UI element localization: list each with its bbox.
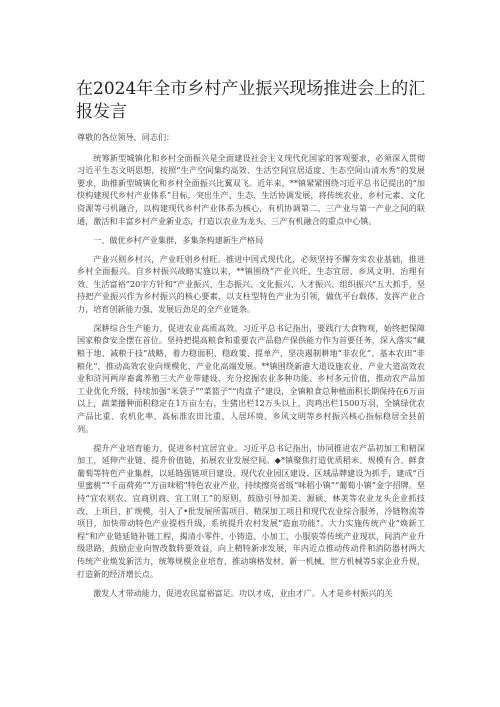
- paragraph-production: 深耕综合生产能力，促进农业高质高效。习近平总书记指出，要践行大食物观，始终把保障国家粮食安全摆在首位。坚持把提高粮食和重要农产品稳产保供能力作为首要任务，深入落实“藏粮于地、减粮于技”战略，着力稳面积、稳政策、提单产，坚决遏制耕地“非农化”、基本农田“非粮化”，推动高效农业向规模化、产业化高端发展。**镇围绕新港大道设施农业、产业大道高效农业和浒河两岸畜禽养殖三大产业带建设，充分挖掘农业多种功能、乡村多元价值，推动农产品加工业优化升级，持续加强“米袋子”“菜篮子”“肉盘子”建设，全镇粮食总种植面积长期保持在6万亩以上，蔬菜播种面积稳定在1万亩左右，生猪出栏12万头以上，肉鸡出栏1500万羽，全镇绿优农产品比重、农机化率、高标准农田比重、人居环境、乡风文明等乡村振兴核心指标稳居全县前列。: [77, 322, 425, 434]
- paragraph-cultivation: 提升产业培育能力，促进乡村宜居宜业。习近平总书记指出，协同推进农产品初加工和精深加工，延伸产业链、提升价值链，拓展农业发展空间。◆*镇聚焦打造优质稻米、规模有合、鲜食葡萄等特色产业集群，以延链强链项目建设、现代农业园区建设、区域品牌建设为抓手，建成“百里蜜桃”“千亩荷苑”“万亩味稻”特色农业产业，持续擦亮省级“味稻小镇”“葡萄小镇”金字招牌。坚持“宜农则农、宜商则商、宜工则工”的原则，鼓励引导加美、源硕、林美等农业龙头企业抓技改、上项目、扩规模，引入了•批发展所需项目、精深加工项目和现代农业综合服务，冷链物流等项目，加快带动特色产业提档升级，系统提升农村发展“造血功能”。大力实施传统产业“焕新工程”和产业链延链补链工程，揭清小零件、小铸造、小加工、小服装等传统产业现状，间消产业升级思路，鼓励企业向智改数转要效益，向上精特新求发展，年内近点推动传动件和消防器材两大传统产业焕发新活力，统筹规模企业培育，推动填格发材、新一机械、世方机械等5家企业升规，打造新的经济增长点。: [77, 442, 425, 579]
- paragraph-intro: 统筹新型城镇化和乡村全面振兴是全面建设社会主义现代化国家的客观要求，必须深入贯彻习近平生态文明思想，按照“生产空间集约高效、生活空间宜居适度、生态空间山清水秀”的发展要求，助推新型城镇化和乡村全面振兴比翼双飞。近年来，**镇紧紧围绕习近平总书记提出的“加快构建现代乡村产业体系”目标，突出生产、生态、生活协调发展，将传统农业、乡村元素、文化资源等弓机融合，以构建现代乡村产业体系为核心，有机协调第二、三产业与第一产业之间的联通，激活和丰富乡村产业新业态，打造以农业为龙头、三产有机融合的重点中心镇。: [77, 152, 425, 226]
- document-title: 在2024年全市乡村产业振兴现场推进会上的汇报发言: [76, 79, 426, 122]
- document-body: [77, 131, 425, 606]
- greeting: 尊敬的各位领导，同志们：: [77, 132, 175, 142]
- paragraph-industry: 产业兴则乡村兴，产业旺则乡村旺。推进中国式现代化，必须坚持不懈夯实农业基础，推进乡村全面振兴。自乡村振兴战略实施以来，**镇围绕“产业兴旺、生态宜居、乡风文明、治理有效、生活富裕”20字方针和“产业振兴、生态振兴、文化振兴、人才振兴、组织振兴”五大抓手，坚持把产业振兴作为乡村振兴的核心要素，以支柱型特色产业为引领，做优平台载体，发挥产业合力，培育创新能力强、发展后劲足的全产业链条。: [77, 253, 425, 314]
- paragraph-talent: 激发人才带动能力，促进农民富裕富足。功以才成，业由才广。人才是乡村振兴的关: [93, 587, 393, 598]
- section-heading-1: 一、做优乡村产业集群，多集条构建新生产格局: [93, 234, 264, 245]
